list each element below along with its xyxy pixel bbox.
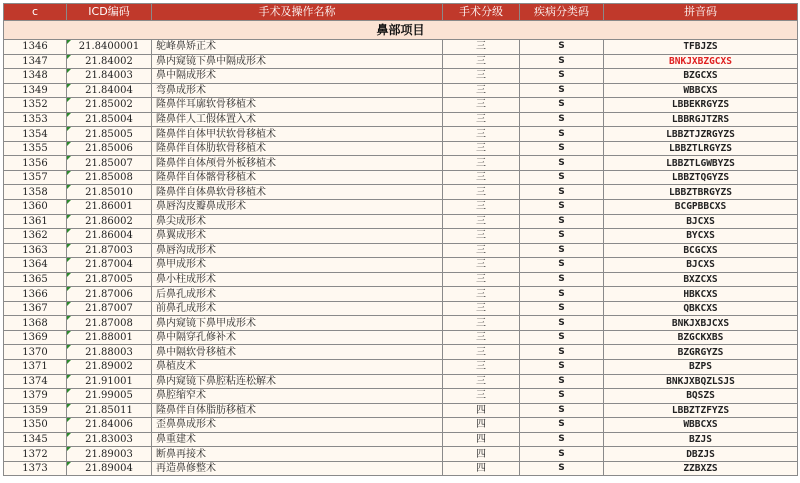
cell-grade[interactable]: 三 xyxy=(443,40,520,55)
cell-pinyin[interactable]: BCGCXS xyxy=(604,243,798,258)
cell-disease-class[interactable]: S xyxy=(520,229,604,244)
cell-disease-class[interactable]: S xyxy=(520,258,604,273)
cell-icd-code[interactable]: 21.8400001 xyxy=(67,40,152,55)
cell-pinyin[interactable]: BXZCXS xyxy=(604,272,798,287)
cell-icd-code[interactable]: 21.89004 xyxy=(67,461,152,476)
cell-icd-code[interactable]: 21.84002 xyxy=(67,54,152,69)
cell-grade[interactable]: 三 xyxy=(443,112,520,127)
cell-icd-code[interactable]: 21.85011 xyxy=(67,403,152,418)
cell-disease-class[interactable]: S xyxy=(520,272,604,287)
cell-procedure-name[interactable]: 隆鼻伴耳廓软骨移植术 xyxy=(152,98,443,113)
cell-grade[interactable]: 四 xyxy=(443,403,520,418)
cell-grade[interactable]: 三 xyxy=(443,287,520,302)
cell-procedure-name[interactable]: 鼻植皮术 xyxy=(152,360,443,375)
table-row xyxy=(4,200,798,215)
cell-c[interactable]: 1354 xyxy=(4,127,67,142)
cell-disease-class[interactable]: S xyxy=(520,156,604,171)
cell-disease-class[interactable]: S xyxy=(520,112,604,127)
cell-procedure-name[interactable]: 隆鼻伴自体脂肪移植术 xyxy=(152,403,443,418)
cell-grade[interactable]: 三 xyxy=(443,229,520,244)
cell-c[interactable]: 1358 xyxy=(4,185,67,200)
cell-procedure-name[interactable]: 鼻中隔成形术 xyxy=(152,69,443,84)
cell-procedure-name[interactable]: 弯鼻成形术 xyxy=(152,83,443,98)
cell-disease-class[interactable]: S xyxy=(520,301,604,316)
cell-pinyin[interactable]: BNKJXBQZLSJS xyxy=(604,374,798,389)
cell-pinyin[interactable]: WBBCXS xyxy=(604,83,798,98)
cell-icd-code[interactable]: 21.88001 xyxy=(67,330,152,345)
cell-icd-code[interactable]: 21.85010 xyxy=(67,185,152,200)
cell-pinyin[interactable]: WBBCXS xyxy=(604,418,798,433)
cell-c[interactable]: 1355 xyxy=(4,141,67,156)
table-row xyxy=(4,301,798,316)
table-row xyxy=(4,40,798,55)
cell-grade[interactable]: 三 xyxy=(443,374,520,389)
cell-c[interactable]: 1368 xyxy=(4,316,67,331)
cell-pinyin[interactable]: LBBZTZFYZS xyxy=(604,403,798,418)
cell-icd-code[interactable]: 21.84004 xyxy=(67,83,152,98)
cell-icd-code[interactable]: 21.89002 xyxy=(67,360,152,375)
cell-pinyin[interactable]: BJCXS xyxy=(604,214,798,229)
table-row xyxy=(4,418,798,433)
cell-grade[interactable]: 三 xyxy=(443,301,520,316)
cell-c[interactable]: 1357 xyxy=(4,170,67,185)
cell-icd-code[interactable]: 21.83003 xyxy=(67,432,152,447)
cell-disease-class[interactable]: S xyxy=(520,330,604,345)
table-row xyxy=(4,461,798,476)
col-header-c[interactable]: c xyxy=(4,4,67,21)
cell-pinyin[interactable]: BZGCKXBS xyxy=(604,330,798,345)
cell-icd-code[interactable]: 21.86001 xyxy=(67,200,152,215)
cell-icd-code[interactable]: 21.85004 xyxy=(67,112,152,127)
cell-grade[interactable]: 三 xyxy=(443,127,520,142)
cell-procedure-name[interactable]: 鼻唇沟皮瓣鼻成形术 xyxy=(152,200,443,215)
cell-procedure-name[interactable]: 鼻内窥镜下鼻中隔成形术 xyxy=(152,54,443,69)
table-row xyxy=(4,83,798,98)
cell-pinyin[interactable]: LBBZTJZRGYZS xyxy=(604,127,798,142)
cell-disease-class[interactable]: S xyxy=(520,200,604,215)
cell-disease-class[interactable]: S xyxy=(520,432,604,447)
table-row xyxy=(4,54,798,69)
cell-c[interactable]: 1364 xyxy=(4,258,67,273)
cell-icd-code[interactable]: 21.86004 xyxy=(67,229,152,244)
cell-grade[interactable]: 三 xyxy=(443,272,520,287)
cell-pinyin[interactable]: HBKCXS xyxy=(604,287,798,302)
cell-grade[interactable]: 三 xyxy=(443,83,520,98)
cell-pinyin[interactable]: LBBRGJTZRS xyxy=(604,112,798,127)
cell-c[interactable]: 1347 xyxy=(4,54,67,69)
cell-procedure-name[interactable]: 鼻小柱成形术 xyxy=(152,272,443,287)
cell-icd-code[interactable]: 21.84006 xyxy=(67,418,152,433)
cell-disease-class[interactable]: S xyxy=(520,345,604,360)
table-row xyxy=(4,374,798,389)
cell-pinyin[interactable]: LBBEKRGYZS xyxy=(604,98,798,113)
cell-grade[interactable]: 三 xyxy=(443,345,520,360)
cell-grade[interactable]: 三 xyxy=(443,69,520,84)
cell-c[interactable]: 1363 xyxy=(4,243,67,258)
section-title[interactable]: 鼻部项目 xyxy=(4,21,798,40)
cell-grade[interactable]: 四 xyxy=(443,461,520,476)
cell-grade[interactable]: 三 xyxy=(443,54,520,69)
cell-c[interactable]: 1361 xyxy=(4,214,67,229)
cell-procedure-name[interactable]: 后鼻孔成形术 xyxy=(152,287,443,302)
col-header-icd-code[interactable]: ICD编码 xyxy=(67,4,152,21)
cell-pinyin[interactable]: LBBZTBRGYZS xyxy=(604,185,798,200)
cell-procedure-name[interactable]: 鼻翼成形术 xyxy=(152,229,443,244)
cell-c[interactable]: 1349 xyxy=(4,83,67,98)
cell-icd-code[interactable]: 21.87008 xyxy=(67,316,152,331)
cell-icd-code[interactable]: 21.91001 xyxy=(67,374,152,389)
cell-disease-class[interactable]: S xyxy=(520,360,604,375)
cell-c[interactable]: 1360 xyxy=(4,200,67,215)
cell-icd-code[interactable]: 21.85006 xyxy=(67,141,152,156)
cell-pinyin[interactable]: BZGCXS xyxy=(604,69,798,84)
cell-c[interactable]: 1374 xyxy=(4,374,67,389)
cell-c[interactable]: 1359 xyxy=(4,403,67,418)
cell-disease-class[interactable]: S xyxy=(520,243,604,258)
cell-procedure-name[interactable]: 隆鼻伴自体甲状软骨移植术 xyxy=(152,127,443,142)
cell-procedure-name[interactable]: 隆鼻伴自体颅骨外板移植术 xyxy=(152,156,443,171)
cell-disease-class[interactable]: S xyxy=(520,447,604,462)
cell-icd-code[interactable]: 21.88003 xyxy=(67,345,152,360)
cell-icd-code[interactable]: 21.87006 xyxy=(67,287,152,302)
section-row xyxy=(4,21,798,40)
table-row xyxy=(4,389,798,404)
cell-disease-class[interactable]: S xyxy=(520,83,604,98)
cell-grade[interactable]: 三 xyxy=(443,258,520,273)
cell-disease-class[interactable]: S xyxy=(520,40,604,55)
col-header-procedure-name[interactable]: 手术及操作名称 xyxy=(152,4,443,21)
cell-icd-code[interactable]: 21.85008 xyxy=(67,170,152,185)
cell-procedure-name[interactable]: 鼻中隔软骨移植术 xyxy=(152,345,443,360)
cell-disease-class[interactable]: S xyxy=(520,54,604,69)
table-row xyxy=(4,330,798,345)
table-row xyxy=(4,127,798,142)
cell-icd-code[interactable]: 21.87005 xyxy=(67,272,152,287)
cell-c[interactable]: 1350 xyxy=(4,418,67,433)
table-row xyxy=(4,360,798,375)
cell-disease-class[interactable]: S xyxy=(520,214,604,229)
cell-pinyin[interactable]: ZZBXZS xyxy=(604,461,798,476)
table-row xyxy=(4,258,798,273)
cell-disease-class[interactable]: S xyxy=(520,127,604,142)
cell-icd-code[interactable]: 21.89003 xyxy=(67,447,152,462)
cell-pinyin[interactable]: BZJS xyxy=(604,432,798,447)
table-row xyxy=(4,432,798,447)
table-row xyxy=(4,229,798,244)
cell-disease-class[interactable]: S xyxy=(520,403,604,418)
cell-icd-code[interactable]: 21.87003 xyxy=(67,243,152,258)
cell-c[interactable]: 1366 xyxy=(4,287,67,302)
cell-grade[interactable]: 三 xyxy=(443,98,520,113)
col-header-grade[interactable]: 手术分级 xyxy=(443,4,520,21)
cell-disease-class[interactable]: S xyxy=(520,389,604,404)
col-header-disease-class[interactable]: 疾病分类码 xyxy=(520,4,604,21)
cell-procedure-name[interactable]: 鼻尖成形术 xyxy=(152,214,443,229)
cell-grade[interactable]: 四 xyxy=(443,447,520,462)
cell-grade[interactable]: 三 xyxy=(443,156,520,171)
cell-c[interactable]: 1345 xyxy=(4,432,67,447)
cell-c[interactable]: 1348 xyxy=(4,69,67,84)
cell-icd-code[interactable]: 21.85007 xyxy=(67,156,152,171)
cell-disease-class[interactable]: S xyxy=(520,98,604,113)
table-row xyxy=(4,141,798,156)
cell-procedure-name[interactable]: 鼻中隔穿孔修补术 xyxy=(152,330,443,345)
cell-pinyin[interactable]: BJCXS xyxy=(604,258,798,273)
cell-pinyin[interactable]: QBKCXS xyxy=(604,301,798,316)
cell-c[interactable]: 1369 xyxy=(4,330,67,345)
cell-c[interactable]: 1362 xyxy=(4,229,67,244)
cell-disease-class[interactable]: S xyxy=(520,287,604,302)
cell-procedure-name[interactable]: 隆鼻伴人工假体置入术 xyxy=(152,112,443,127)
cell-c[interactable]: 1379 xyxy=(4,389,67,404)
table-row xyxy=(4,403,798,418)
cell-pinyin[interactable]: TFBJZS xyxy=(604,40,798,55)
cell-pinyin[interactable]: BQSZS xyxy=(604,389,798,404)
cell-icd-code[interactable]: 21.87007 xyxy=(67,301,152,316)
spreadsheet xyxy=(3,3,797,476)
cell-procedure-name[interactable]: 隆鼻伴自体鼻软骨移植术 xyxy=(152,185,443,200)
cell-pinyin[interactable]: DBZJS xyxy=(604,447,798,462)
cell-procedure-name[interactable]: 再造鼻修整术 xyxy=(152,461,443,476)
cell-pinyin[interactable]: LBBZTLGWBYZS xyxy=(604,156,798,171)
cell-pinyin[interactable]: BZGRGYZS xyxy=(604,345,798,360)
table-row xyxy=(4,316,798,331)
cell-grade[interactable]: 三 xyxy=(443,330,520,345)
cell-icd-code[interactable]: 21.99005 xyxy=(67,389,152,404)
table-row xyxy=(4,69,798,84)
cell-pinyin[interactable]: LBBZTQGYZS xyxy=(604,170,798,185)
cell-grade[interactable]: 三 xyxy=(443,185,520,200)
cell-icd-code[interactable]: 21.87004 xyxy=(67,258,152,273)
cell-procedure-name[interactable]: 鼻甲成形术 xyxy=(152,258,443,273)
cell-c[interactable]: 1373 xyxy=(4,461,67,476)
table-row xyxy=(4,447,798,462)
table-row xyxy=(4,243,798,258)
cell-c[interactable]: 1356 xyxy=(4,156,67,171)
cell-procedure-name[interactable]: 鼻腔缩窄术 xyxy=(152,389,443,404)
cell-c[interactable]: 1352 xyxy=(4,98,67,113)
cell-disease-class[interactable]: S xyxy=(520,185,604,200)
cell-procedure-name[interactable]: 鼻内窥镜下鼻甲成形术 xyxy=(152,316,443,331)
col-header-pinyin[interactable]: 拼音码 xyxy=(604,4,798,21)
cell-icd-code[interactable]: 21.85005 xyxy=(67,127,152,142)
table-row xyxy=(4,156,798,171)
procedure-table xyxy=(3,3,798,476)
cell-c[interactable]: 1371 xyxy=(4,360,67,375)
table-row xyxy=(4,272,798,287)
cell-pinyin[interactable]: BNKJXBJCXS xyxy=(604,316,798,331)
cell-procedure-name[interactable]: 鼻唇沟成形术 xyxy=(152,243,443,258)
cell-disease-class[interactable]: S xyxy=(520,170,604,185)
cell-pinyin[interactable]: BCGPBBCXS xyxy=(604,200,798,215)
cell-c[interactable]: 1372 xyxy=(4,447,67,462)
cell-grade[interactable]: 四 xyxy=(443,418,520,433)
cell-procedure-name[interactable]: 鸵峰鼻矫正术 xyxy=(152,40,443,55)
cell-grade[interactable]: 三 xyxy=(443,170,520,185)
cell-pinyin[interactable]: BZPS xyxy=(604,360,798,375)
cell-grade[interactable]: 三 xyxy=(443,360,520,375)
table-row xyxy=(4,214,798,229)
table-row xyxy=(4,185,798,200)
table-row xyxy=(4,112,798,127)
table-row xyxy=(4,287,798,302)
cell-disease-class[interactable]: S xyxy=(520,374,604,389)
table-row xyxy=(4,98,798,113)
table-row xyxy=(4,170,798,185)
cell-disease-class[interactable]: S xyxy=(520,461,604,476)
cell-procedure-name[interactable]: 隆鼻伴自体髂骨移植术 xyxy=(152,170,443,185)
cell-grade[interactable]: 三 xyxy=(443,141,520,156)
cell-grade[interactable]: 三 xyxy=(443,243,520,258)
cell-c[interactable]: 1370 xyxy=(4,345,67,360)
cell-c[interactable]: 1346 xyxy=(4,40,67,55)
cell-icd-code[interactable]: 21.86002 xyxy=(67,214,152,229)
cell-icd-code[interactable]: 21.84003 xyxy=(67,69,152,84)
cell-grade[interactable]: 三 xyxy=(443,389,520,404)
cell-procedure-name[interactable]: 歪鼻鼻成形术 xyxy=(152,418,443,433)
cell-pinyin[interactable]: LBBZTLRGYZS xyxy=(604,141,798,156)
cell-procedure-name[interactable]: 前鼻孔成形术 xyxy=(152,301,443,316)
cell-grade[interactable]: 三 xyxy=(443,316,520,331)
cell-grade[interactable]: 三 xyxy=(443,214,520,229)
cell-grade[interactable]: 四 xyxy=(443,432,520,447)
header-row xyxy=(4,4,798,21)
table-row xyxy=(4,345,798,360)
cell-disease-class[interactable]: S xyxy=(520,141,604,156)
cell-procedure-name[interactable]: 鼻重建术 xyxy=(152,432,443,447)
cell-pinyin[interactable]: BYCXS xyxy=(604,229,798,244)
cell-pinyin[interactable]: BNKJXBZGCXS xyxy=(604,54,798,69)
cell-c[interactable]: 1353 xyxy=(4,112,67,127)
cell-icd-code[interactable]: 21.85002 xyxy=(67,98,152,113)
cell-disease-class[interactable]: S xyxy=(520,418,604,433)
cell-c[interactable]: 1367 xyxy=(4,301,67,316)
cell-procedure-name[interactable]: 鼻内窥镜下鼻腔粘连松解术 xyxy=(152,374,443,389)
cell-c[interactable]: 1365 xyxy=(4,272,67,287)
cell-grade[interactable]: 三 xyxy=(443,200,520,215)
cell-disease-class[interactable]: S xyxy=(520,69,604,84)
cell-disease-class[interactable]: S xyxy=(520,316,604,331)
cell-procedure-name[interactable]: 隆鼻伴自体肋软骨移植术 xyxy=(152,141,443,156)
cell-procedure-name[interactable]: 断鼻再接术 xyxy=(152,447,443,462)
